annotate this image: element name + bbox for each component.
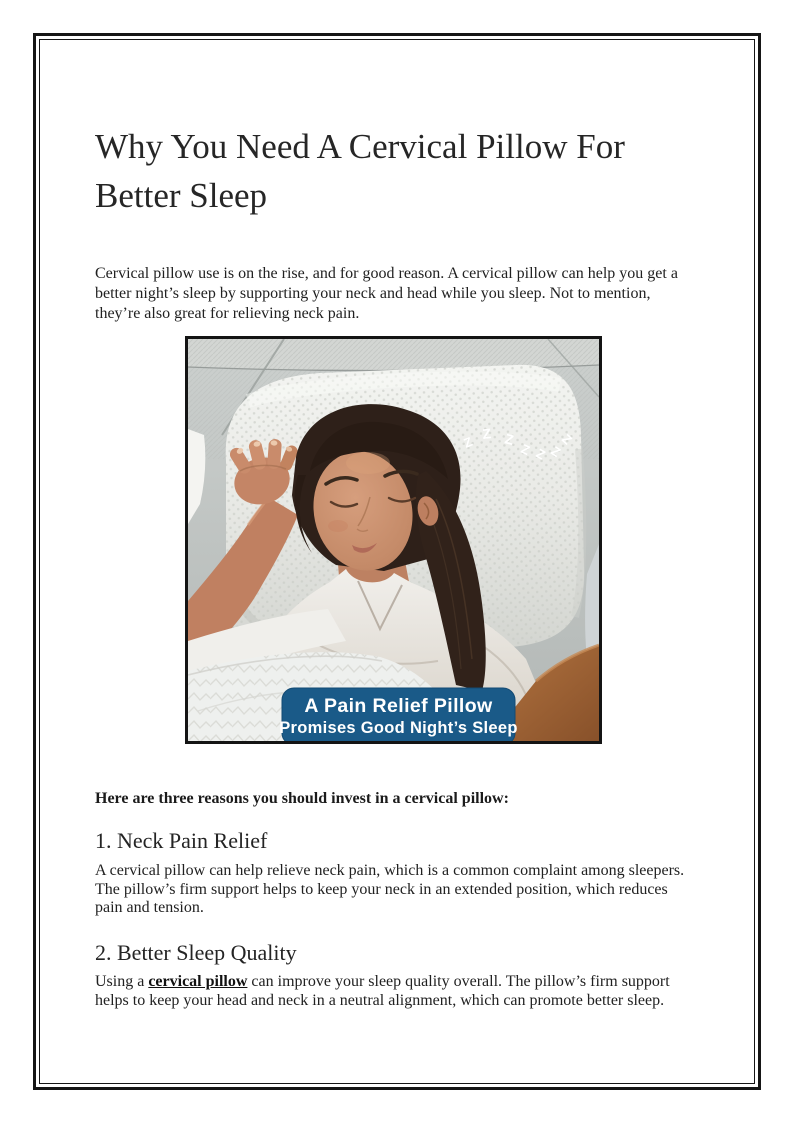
svg-text:Z: Z xyxy=(461,433,475,451)
sleep-photo-illustration xyxy=(188,339,599,741)
section2-paragraph xyxy=(95,973,699,1010)
banner-line2: Promises Good Night’s Sleep xyxy=(279,719,518,737)
cervical-pillow-link[interactable]: cervical pillow xyxy=(148,973,248,990)
svg-text:Z: Z xyxy=(503,430,516,448)
svg-text:Z: Z xyxy=(481,425,492,442)
section2-text-end: can improve your sleep quality overall. The pillow’s firm support helps to keep your head and neck in a neutral alignment, which can promote better sleep. xyxy=(95,973,670,1009)
section1-heading: 1. Neck Pain Relief xyxy=(95,828,268,854)
section2-text-start: Using a xyxy=(95,973,149,990)
cervical-pillow-photo xyxy=(185,336,602,744)
intro-paragraph: Cervical pillow use is on the rise, and for good reason. A cervical pillow can help you get a better night’s sleep by supporting your neck and head while you sleep. Not to mention, they’re also great for relieving neck pain. xyxy=(95,265,678,322)
banner-line1: A Pain Relief Pillow xyxy=(304,695,493,717)
photo-caption-banner xyxy=(279,688,518,741)
page-title: Why You Need A Cervical Pillow For Better Sleep xyxy=(95,127,625,216)
section2-heading: 2. Better Sleep Quality xyxy=(95,940,297,966)
reasons-lead: Here are three reasons you should invest in a cervical pillow: xyxy=(95,790,509,807)
svg-text:Z: Z xyxy=(533,445,548,463)
svg-text:Z: Z xyxy=(558,431,575,448)
svg-text:Z: Z xyxy=(548,443,564,460)
section1-paragraph: A cervical pillow can help relieve neck pain, which is a common complaint among sleepers. The pillow’s firm support helps to keep your neck in an extended position, which reduces pain and tension. xyxy=(95,862,685,916)
svg-text:Z: Z xyxy=(518,441,533,458)
